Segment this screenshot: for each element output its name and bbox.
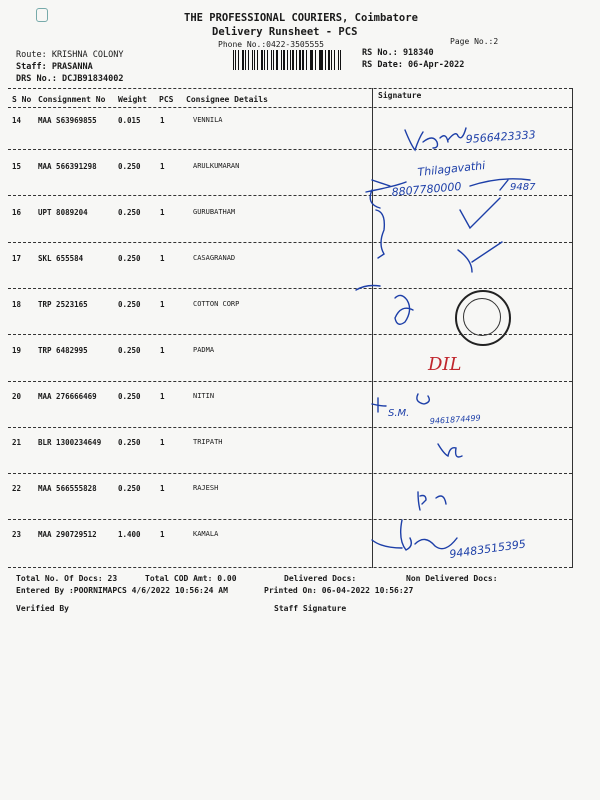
- row-consignment: MAA 566391298: [38, 162, 97, 171]
- barcode-bar: [320, 50, 322, 70]
- col-pcs: PCS: [159, 95, 174, 104]
- row-pcs: 1: [160, 208, 165, 217]
- signature-row21: [438, 444, 462, 457]
- row-weight: 0.250: [118, 162, 141, 171]
- printed-on: Printed On: 06-04-2022 10:56:27: [264, 586, 414, 595]
- non-delivered-docs: Non Delivered Docs:: [406, 574, 498, 583]
- barcode-bar: [334, 50, 335, 70]
- row-divider-last: [8, 567, 572, 568]
- row-pcs: 1: [160, 392, 165, 401]
- row-weight: 0.250: [118, 392, 141, 401]
- row-consignee: NITIN: [193, 392, 215, 400]
- row-weight: 0.250: [118, 438, 141, 447]
- barcode-bar: [283, 50, 284, 70]
- row-consignee: VENNILA: [193, 116, 223, 124]
- row-consignment: MAA 290729512: [38, 530, 97, 539]
- barcode-bar: [306, 50, 307, 70]
- signature-row20: [372, 394, 429, 412]
- row-consignee: RAJESH: [193, 484, 219, 492]
- hw-initials-20: S.M.: [388, 408, 410, 419]
- barcode-bar: [328, 50, 329, 70]
- barcode-bar: [257, 50, 258, 70]
- row-weight: 0.250: [118, 346, 141, 355]
- barcode-bar: [290, 50, 291, 70]
- row-sno: 20: [12, 392, 22, 401]
- row-divider: [8, 519, 572, 520]
- row-consignee: KAMALA: [193, 530, 219, 538]
- row-consignee: COTTON CORP: [193, 300, 240, 308]
- row-weight: 0.015: [118, 116, 141, 125]
- row-sno: 16: [12, 208, 22, 217]
- hw-phone-14: 9566423333: [465, 128, 537, 146]
- table-right-border: [572, 88, 573, 568]
- row-pcs: 1: [160, 346, 165, 355]
- row-consignment: MAA S63969855: [38, 116, 97, 125]
- col-consignee: Consignee Details: [186, 95, 268, 104]
- barcode-bar: [310, 50, 311, 70]
- staff-signature: Staff Signature: [274, 604, 347, 613]
- barcode-bar: [338, 50, 339, 70]
- row-sno: 21: [12, 438, 22, 447]
- rubber-stamp: [455, 290, 511, 346]
- row-consignee: ARULKUMARAN: [193, 162, 240, 170]
- barcode-bar: [254, 50, 255, 70]
- header-divider-top: [8, 88, 572, 89]
- barcode-bar: [319, 50, 320, 70]
- row-sno: 22: [12, 484, 22, 493]
- row-divider: [8, 427, 572, 428]
- barcode-bar: [331, 50, 332, 70]
- signature-row22: [418, 492, 446, 510]
- barcode-bar: [238, 50, 239, 70]
- signature-column-divider: [372, 88, 373, 568]
- row-weight: 0.250: [118, 208, 141, 217]
- signature-row15-strike: [470, 179, 530, 190]
- barcode-bar: [325, 50, 326, 70]
- hw-phone-15: 8807780000: [391, 179, 462, 199]
- total-cod: Total COD Amt: 0.00: [145, 574, 237, 583]
- barcode-bar: [264, 50, 265, 70]
- row-sno: 23: [12, 530, 22, 539]
- row-sno: 19: [12, 346, 22, 355]
- row-pcs: 1: [160, 438, 165, 447]
- header-divider-bottom: [8, 107, 572, 108]
- corner-mark: [36, 8, 48, 22]
- barcode-bar: [235, 50, 236, 70]
- hw-name-15: Thilagavathi: [416, 158, 486, 179]
- row-pcs: 1: [160, 484, 165, 493]
- signature-row23: [372, 520, 457, 550]
- entered-by: Entered By :POORNIMAPCS 4/6/2022 10:56:24 AM: [16, 586, 228, 595]
- company-title: THE PROFESSIONAL COURIERS, Coimbatore: [184, 12, 418, 24]
- row-pcs: 1: [160, 530, 165, 539]
- hw-phone-23: 94483515395: [448, 537, 527, 561]
- barcode-bar: [296, 50, 297, 70]
- staff: Staff: PRASANNA: [16, 62, 93, 72]
- signature-row18: [395, 295, 413, 324]
- barcode-bar: [245, 50, 246, 70]
- row-consignment: MAA 566555828: [38, 484, 97, 493]
- row-consignment: MAA 276666469: [38, 392, 97, 401]
- barcode-bar: [311, 50, 312, 70]
- barcode-bar: [248, 50, 249, 70]
- signature-vennila: [405, 128, 466, 150]
- row-sno: 15: [12, 162, 22, 171]
- row-consignment: TRP 2523165: [38, 300, 88, 309]
- signature-row17: [356, 242, 502, 290]
- route: Route: KRISHNA COLONY: [16, 50, 124, 60]
- barcode-bar: [261, 50, 263, 70]
- row-sno: 18: [12, 300, 22, 309]
- col-weight: Weight: [118, 95, 147, 104]
- row-consignment: TRP 6482995: [38, 346, 88, 355]
- row-divider: [8, 288, 572, 289]
- row-consignee: CASAGRANAD: [193, 254, 236, 262]
- barcode-bar: [315, 50, 316, 70]
- barcode-bar: [299, 50, 301, 70]
- barcode-bar: [287, 50, 288, 70]
- signature-row16: [376, 198, 500, 258]
- col-sno: S No: [12, 95, 32, 104]
- barcode: [233, 50, 343, 70]
- barcode-bar: [273, 50, 274, 70]
- row-divider: [8, 242, 572, 243]
- row-pcs: 1: [160, 254, 165, 263]
- row-consignment: SKL 655584: [38, 254, 84, 263]
- col-signature: Signature: [378, 91, 422, 100]
- phone-number: Phone No.:0422-3505555: [218, 40, 324, 49]
- row-consignment: BLR 1300234649: [38, 438, 102, 447]
- row-sno: 14: [12, 116, 22, 125]
- hw-phone-20: 9461874499: [429, 413, 481, 426]
- row-divider: [8, 381, 572, 382]
- row-weight: 0.250: [118, 300, 141, 309]
- page-number: Page No.:2: [450, 37, 499, 46]
- barcode-bar: [276, 50, 278, 70]
- row-weight: 1.400: [118, 530, 141, 539]
- delivered-docs: Delivered Docs:: [284, 574, 357, 583]
- rs-number: RS No.: 918340: [362, 48, 434, 58]
- row-consignee: PADMA: [193, 346, 215, 354]
- barcode-bar: [302, 50, 303, 70]
- row-divider: [8, 149, 572, 150]
- row-sno: 17: [12, 254, 22, 263]
- hw-struck-15: 9487: [510, 182, 536, 193]
- barcode-bar: [267, 50, 268, 70]
- row-pcs: 1: [160, 162, 165, 171]
- row-pcs: 1: [160, 116, 165, 125]
- row-pcs: 1: [160, 300, 165, 309]
- barcode-bar: [271, 50, 272, 70]
- barcode-bar: [233, 50, 234, 70]
- row-weight: 0.250: [118, 484, 141, 493]
- barcode-bar: [281, 50, 282, 70]
- row-consignee: TRIPATH: [193, 438, 223, 446]
- col-consignment: Consignment No: [38, 95, 106, 104]
- barcode-bar: [292, 50, 293, 70]
- drs-number: DRS No.: DCJB91834002: [16, 74, 124, 84]
- barcode-bar: [340, 50, 341, 70]
- total-docs: Total No. Of Docs: 23: [16, 574, 118, 583]
- row-divider: [8, 195, 572, 196]
- document-title: Delivery Runsheet - PCS: [212, 26, 358, 38]
- barcode-bar: [242, 50, 244, 70]
- hw-dil-19: DIL: [428, 354, 462, 375]
- row-divider: [8, 473, 572, 474]
- row-consignment: UPT 8089204: [38, 208, 88, 217]
- verified-by: Verified By: [16, 604, 69, 613]
- row-weight: 0.250: [118, 254, 141, 263]
- row-consignee: GURUBATHAM: [193, 208, 236, 216]
- barcode-bar: [252, 50, 253, 70]
- rs-date: RS Date: 06-Apr-2022: [362, 60, 465, 70]
